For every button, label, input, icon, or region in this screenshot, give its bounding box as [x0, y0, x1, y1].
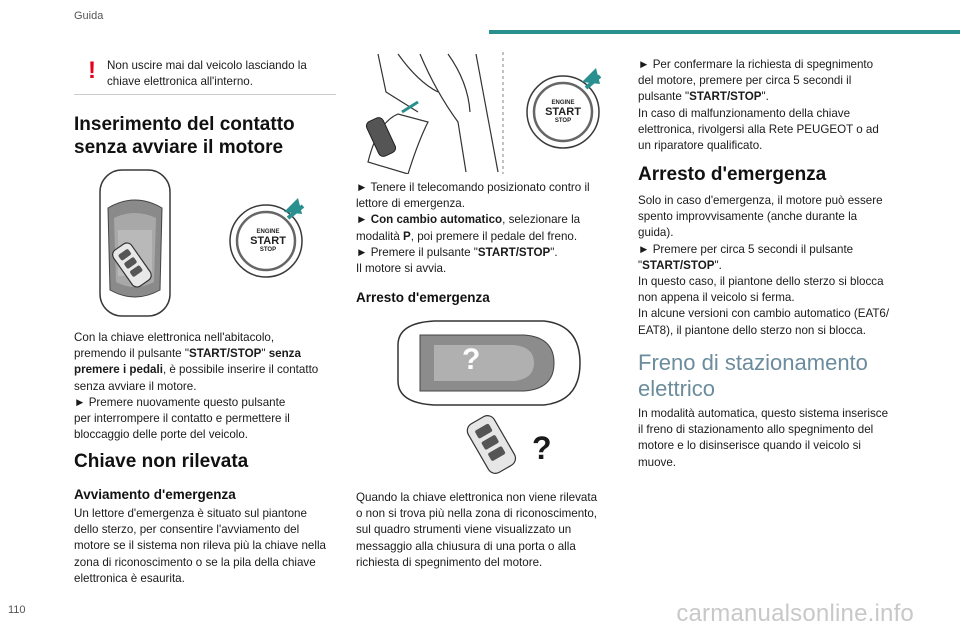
warning-icon: ! [88, 57, 96, 84]
subheading-emergency-start: Avviamento d'emergenza [74, 487, 236, 502]
paragraph-emergency-procedure: ► Tenere il telecomando posizionato contro il lettore di emergenza. ► Con cambio automatico, selezionare la modalità P, poi premere il pedale del freno. ► Premere il pulsante "START/STOP". Il motore si avvia. [356, 181, 590, 276]
heading-ignition-without-engine: Inserimento del contatto senza avviare il motore [74, 114, 295, 158]
watermark: carmanualsonline.info [676, 600, 914, 627]
paragraph-emergency-stop: Solo in caso d'emergenza, il motore può essere spento improvvisamente (anche durante la guida). ► Premere per circa 5 secondi il pulsante "START/STOP". In questo caso, il piantone dello sterzo si blocca non appena il veicolo si ferma. In alcune versioni con cambio automatico (EAT6/ EAT8), il piantone dello sterzo non si blocca. [638, 194, 890, 337]
heading-emergency-stop: Arresto d'emergenza [638, 164, 827, 185]
paragraph-ignition: Con la chiave elettronica nell'abitacolo, premendo il pulsante "START/STOP" senza premere i pedali, è possibile inserire il contatto senza avviare il motore. ► Premere nuovamente questo pulsante per interrompere il contatto e permettere il bloccaggio delle porte del veicolo. [74, 331, 319, 442]
paragraph-key-not-detected: Quando la chiave elettronica non viene rilevata o non si trova più nella zona di riconoscimento, sul quadro strumenti viene visualizzato un messaggio alla chiusura di una porta o alla richiesta di spegnimento del motore. [356, 491, 598, 569]
heading-electric-parking-brake: Freno di stazionamento elettrico [638, 350, 868, 401]
car-side-top-icon [398, 321, 580, 405]
hand-holding-key-icon [365, 102, 428, 174]
key-question-mark: ? [532, 430, 552, 466]
paragraph-confirm-shutdown: ► Per confermare la richiesta di spegnimento del motore, premere per circa 5 secondi il pulsante "START/STOP". In caso di malfunzionamento della chiave elettronica, rivolgersi alla Rete PEUGEOT o ad un riparatore qualificato. [638, 58, 879, 153]
page-number: 110 [8, 604, 26, 616]
car-top-view-icon [100, 170, 170, 316]
heading-key-not-detected: Chiave non rilevata [74, 451, 249, 472]
subheading-emergency-stop: Arresto d'emergenza [356, 290, 490, 305]
start-button-label-2: ENGINE START STOP [545, 100, 581, 124]
running-header: Guida [74, 10, 104, 22]
warning-text: Non uscire mai dal veicolo lasciando la chiave elettronica all'interno. [107, 59, 307, 89]
paragraph-emergency-start: Un lettore d'emergenza è situato sul piantone dello sterzo, per consentire l'avviamento del motore se il sistema non rileva più la chiave nella zona di riconoscimento o se la pila della chiave elettronica è esaurita. [74, 507, 326, 585]
car-question-mark: ? [462, 343, 481, 376]
paragraph-parking-brake: In modalità automatica, questo sistema inserisce il freno di stazionamento allo spegnimento del motore e lo disinserisce quando il veicolo si muove. [638, 407, 889, 469]
start-button-label-1: ENGINE START STOP [250, 229, 286, 253]
key-fob-icon [464, 413, 518, 475]
key-not-detected-illustration [394, 315, 584, 475]
header-accent-bar [489, 30, 960, 34]
